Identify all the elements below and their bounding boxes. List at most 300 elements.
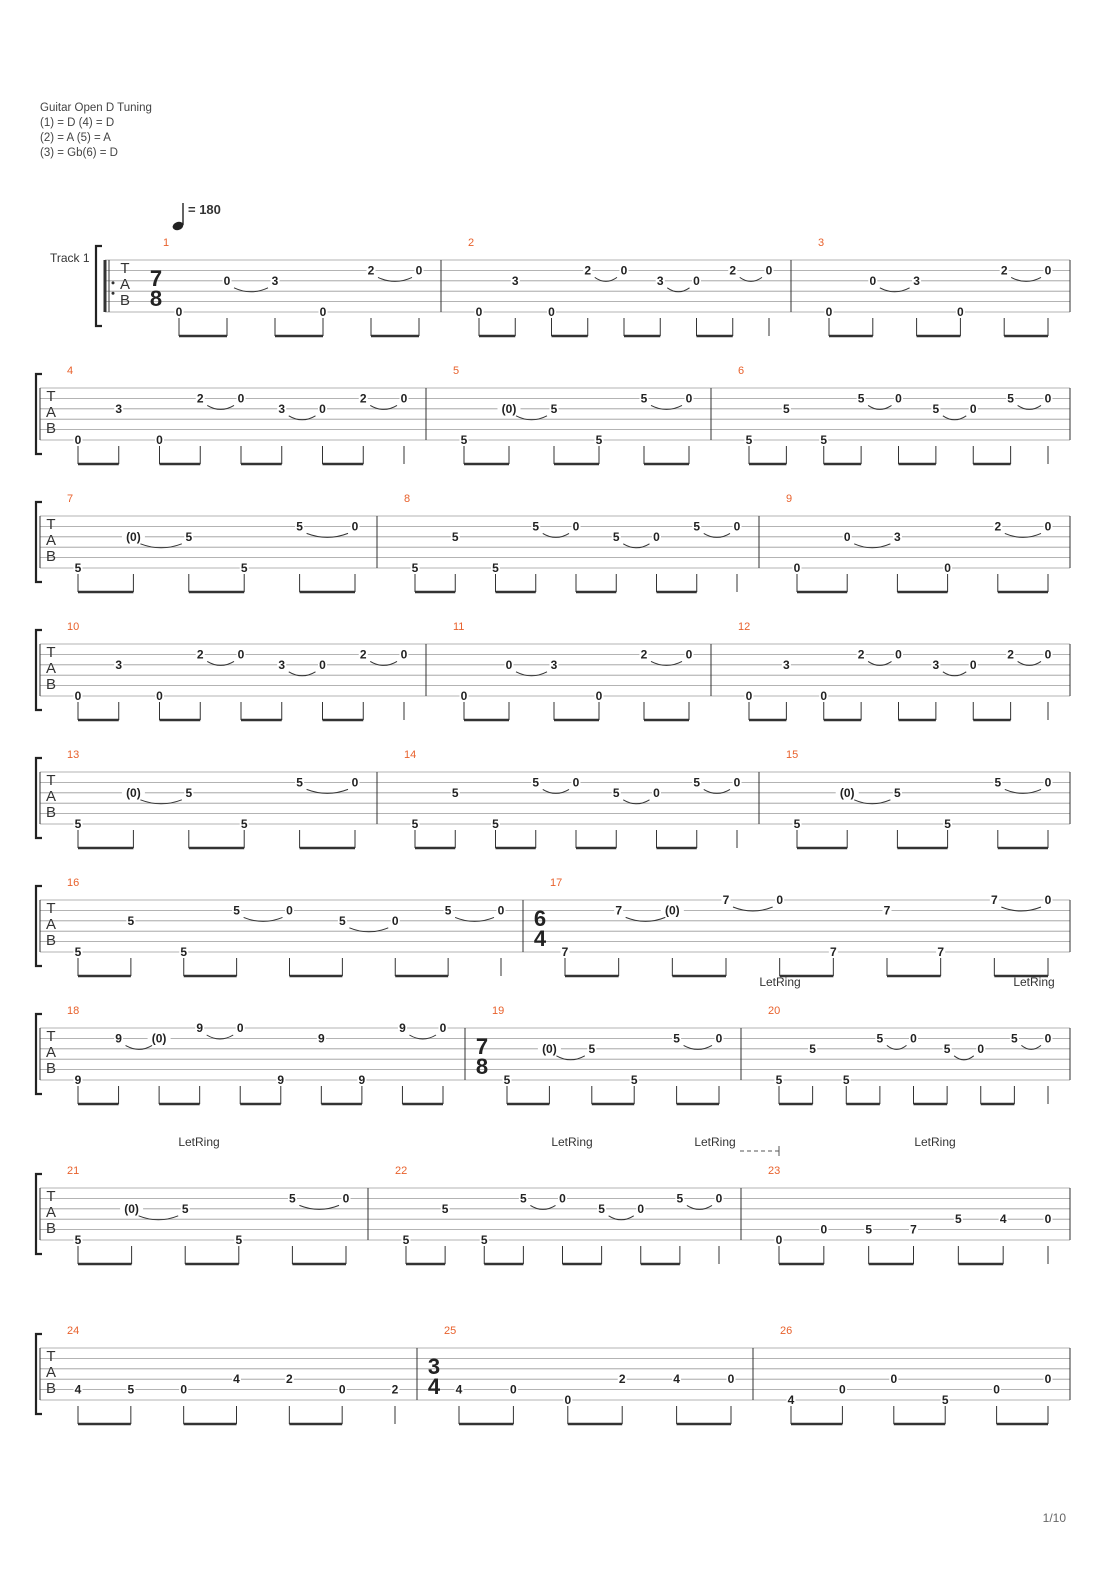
fret-number: 5	[775, 1073, 783, 1087]
fret-number: 0	[319, 401, 326, 416]
fret-number: 2	[729, 263, 737, 278]
fret-number: 0	[969, 657, 977, 672]
fret-number: 0	[715, 1031, 723, 1046]
tab-clef-letter: B	[45, 420, 57, 437]
tab-system	[36, 1005, 1070, 1104]
fret-number: 0	[400, 391, 408, 406]
measure	[150, 237, 424, 336]
fret-number: 4	[673, 1372, 680, 1387]
tempo-marking	[171, 202, 220, 232]
fret-number: 0	[505, 657, 513, 672]
fret-number: 4	[455, 1382, 463, 1397]
fret-number: 5	[451, 785, 459, 800]
fret-number: 3	[550, 657, 558, 672]
tab-system	[96, 237, 1070, 336]
measure-number: 24	[67, 1325, 80, 1337]
measure-number: 18	[67, 1005, 80, 1017]
fret-number: 5	[693, 775, 701, 790]
fret-number: 0	[559, 1191, 566, 1206]
measure-number: 11	[453, 621, 465, 633]
fret-number: 5	[932, 401, 940, 416]
fret-number: 0	[460, 689, 468, 703]
fret-number: 5	[74, 817, 82, 831]
fret-number: 2	[1000, 263, 1008, 278]
fret-number: 5	[532, 519, 540, 534]
system-brace	[36, 502, 42, 582]
time-signature-bottom: 4	[533, 926, 547, 951]
fret-number: 5	[441, 1201, 449, 1216]
let-ring-label: LetRing	[551, 1135, 593, 1149]
repeat-dot	[112, 292, 115, 295]
measure	[453, 365, 694, 464]
tab-clef-letter: B	[119, 292, 131, 309]
fret-number: (0)	[664, 903, 680, 918]
let-ring-label: LetRing	[178, 1135, 220, 1149]
tab-clef-letter: A	[45, 1364, 57, 1381]
system-brace	[36, 1174, 42, 1254]
fret-number: 5	[944, 817, 951, 831]
fret-number: 2	[196, 647, 204, 662]
fret-number: 5	[127, 913, 135, 928]
tab-clef-letter: T	[46, 1188, 56, 1205]
fret-number: 5	[588, 1041, 596, 1056]
measure-number: 6	[738, 365, 745, 377]
fret-number: 0	[391, 913, 399, 928]
measure	[818, 237, 1053, 336]
fret-number: 9	[115, 1031, 122, 1046]
fret-number: 2	[857, 647, 865, 662]
tab-clef-letter: T	[46, 644, 56, 661]
fret-number: 3	[656, 273, 664, 288]
measure-number: 12	[738, 621, 751, 633]
measure	[453, 621, 694, 720]
fret-number: 2	[1007, 647, 1014, 662]
fret-number: 0	[74, 689, 82, 703]
fret-number: 5	[235, 1233, 243, 1247]
fret-number: 0	[957, 305, 964, 319]
measure	[738, 365, 1053, 464]
measure	[738, 621, 1053, 720]
fret-number: 0	[319, 657, 326, 672]
fret-number: 3	[913, 273, 920, 288]
fret-number: 0	[1044, 1372, 1052, 1387]
fret-number: 0	[775, 1233, 783, 1247]
fret-number: 0	[733, 519, 741, 534]
fret-number: 7	[561, 945, 569, 959]
fret-number: 0	[895, 647, 902, 662]
fret-number: 5	[941, 1393, 949, 1407]
fret-number: 7	[829, 945, 837, 959]
fret-number: 0	[237, 391, 245, 406]
fret-number: 5	[492, 817, 499, 831]
fret-number: 5	[460, 433, 468, 447]
fret-number: 7	[910, 1222, 917, 1237]
fret-number: 2	[359, 647, 367, 662]
fret-number: 5	[673, 1031, 680, 1046]
measure	[786, 749, 1053, 848]
page-number: 1/10	[1042, 1511, 1066, 1525]
fret-number: 5	[1007, 391, 1014, 406]
fret-number: 5	[894, 785, 901, 800]
tuning-title: Guitar Open D Tuning	[40, 102, 152, 114]
fret-number: 5	[74, 1233, 82, 1247]
system-brace	[36, 374, 42, 454]
fret-number: 0	[820, 1222, 828, 1237]
fret-number: 7	[883, 903, 891, 918]
tab-clef-letter: B	[45, 1060, 57, 1077]
tuning-line: (3) = Gb(6) = D	[40, 147, 118, 159]
tab-clef-letter: T	[46, 516, 56, 533]
fret-number: 0	[400, 647, 408, 662]
fret-number: 5	[598, 1201, 605, 1216]
fret-number: 7	[722, 893, 730, 907]
tab-clef-letter: B	[45, 932, 57, 949]
fret-number: 2	[196, 391, 204, 406]
fret-number: 0	[439, 1021, 447, 1035]
fret-number: 0	[74, 433, 82, 447]
measure	[67, 1005, 448, 1104]
measure	[768, 1165, 1053, 1264]
systems	[36, 237, 1070, 1424]
fret-number: 5	[612, 529, 620, 544]
time-signature-top: 3	[427, 1354, 441, 1379]
tab-clef-letter: B	[45, 1220, 57, 1237]
tab-clef-letter: T	[46, 388, 56, 405]
system-brace	[36, 758, 42, 838]
fret-number: 2	[359, 391, 367, 406]
fret-number: 5	[809, 1041, 816, 1056]
measure-number: 15	[786, 749, 799, 761]
fret-number: 9	[74, 1073, 82, 1087]
fret-number: 5	[444, 903, 452, 918]
tab-clef-letter: B	[45, 1380, 57, 1397]
fret-number: 0	[415, 263, 423, 278]
tab-clef-letter: A	[45, 916, 57, 933]
fret-number: 5	[185, 529, 193, 544]
fret-number: 0	[475, 305, 483, 319]
fret-number: 5	[339, 913, 346, 928]
fret-number: 5	[180, 945, 188, 959]
time-signature-top: 7	[149, 266, 163, 291]
fret-number: 5	[402, 1233, 410, 1247]
fret-number: 5	[503, 1073, 511, 1087]
fret-number: (0)	[126, 785, 141, 800]
fret-number: 0	[776, 893, 784, 907]
fret-number: 0	[765, 263, 773, 278]
fret-number: 0	[351, 775, 359, 790]
time-signature-bottom: 8	[149, 286, 163, 311]
time-signature-top: 7	[475, 1034, 489, 1059]
measure	[534, 877, 1053, 976]
fret-number: 0	[895, 391, 902, 406]
fret-number: 9	[399, 1021, 406, 1035]
measure-number: 17	[550, 877, 563, 889]
fret-number: (0)	[839, 785, 855, 800]
measure	[395, 1165, 724, 1264]
fret-number: 0	[180, 1382, 188, 1397]
fret-number: 5	[793, 817, 801, 831]
fret-number: 2	[584, 263, 592, 278]
fret-number: 0	[1044, 893, 1052, 907]
fret-number: 9	[277, 1073, 285, 1087]
fret-number: 5	[595, 433, 603, 447]
tuning-line: (1) = D (4) = D	[40, 117, 115, 129]
fret-number: 5	[296, 519, 303, 534]
tab-clef-letter: A	[45, 660, 57, 677]
fret-number: 5	[233, 903, 240, 918]
tab-clef-letter: A	[45, 1204, 57, 1221]
fret-number: 5	[296, 775, 303, 790]
system-brace	[36, 886, 42, 966]
measure-number: 22	[395, 1165, 408, 1177]
fret-number: 5	[492, 561, 499, 575]
fret-number: 0	[969, 401, 977, 416]
fret-number: 3	[115, 657, 123, 672]
fret-number: 5	[127, 1382, 135, 1397]
tab-system	[36, 1325, 1070, 1424]
fret-number: 5	[451, 529, 459, 544]
fret-number: 5	[857, 391, 865, 406]
measure	[768, 1005, 1053, 1104]
tab-clef-letter: T	[46, 772, 56, 789]
fret-number: 0	[1044, 391, 1052, 406]
tab-clef-letter: A	[119, 276, 131, 293]
tab-clef-letter: A	[45, 788, 57, 805]
fret-number: 5	[820, 433, 828, 447]
fret-number: 0	[944, 561, 951, 575]
fret-number: 0	[223, 273, 231, 288]
fret-number: 5	[550, 401, 558, 416]
fret-number: 5	[411, 817, 419, 831]
fret-number: 0	[653, 785, 660, 800]
fret-number: 0	[1044, 263, 1052, 278]
fret-number: 0	[685, 391, 693, 406]
fret-number: 2	[285, 1372, 293, 1387]
fret-number: 3	[894, 529, 901, 544]
fret-number: 0	[236, 1021, 244, 1035]
fret-number: 0	[1044, 775, 1052, 790]
track-name: Track 1	[50, 251, 90, 265]
fret-number: 0	[351, 519, 359, 534]
time-signature-top: 6	[533, 906, 547, 931]
fret-number: 0	[843, 529, 851, 544]
fret-number: 5	[181, 1201, 189, 1216]
tab-system	[36, 749, 1070, 848]
let-ring-label: LetRing	[759, 975, 801, 989]
measure-number: 2	[468, 237, 475, 249]
fret-number: 7	[615, 903, 623, 918]
time-signature-bottom: 8	[475, 1054, 489, 1079]
tab-clef-letter: T	[120, 260, 130, 277]
let-ring-label: LetRing	[694, 1135, 736, 1149]
system-brace	[36, 1334, 42, 1414]
tab-system	[36, 493, 1070, 592]
fret-number: 3	[115, 401, 123, 416]
fret-number: 9	[317, 1031, 325, 1046]
tab-clef-letter: A	[45, 532, 57, 549]
fret-number: 5	[411, 561, 419, 575]
fret-number: 0	[1044, 1031, 1052, 1046]
measure-number: 16	[67, 877, 80, 889]
tab-system	[36, 621, 1070, 720]
fret-number: 5	[640, 391, 648, 406]
measure	[67, 1325, 400, 1424]
fret-number: 0	[637, 1201, 645, 1216]
fret-number: 0	[510, 1382, 517, 1397]
fret-number: 3	[278, 657, 286, 672]
fret-number: 0	[572, 775, 580, 790]
fret-number: 3	[271, 273, 279, 288]
fret-number: 5	[480, 1233, 488, 1247]
fret-number: 5	[745, 433, 753, 447]
tab-clef-letter: T	[46, 1028, 56, 1045]
measure	[404, 493, 742, 592]
fret-number: 5	[994, 775, 1002, 790]
fret-number: 7	[937, 945, 945, 959]
fret-number: 0	[910, 1031, 917, 1046]
measure-number: 4	[67, 365, 74, 377]
fret-number: 5	[74, 945, 82, 959]
fret-number: 3	[783, 657, 790, 672]
fret-number: 5	[289, 1191, 296, 1206]
fret-number: 0	[693, 273, 700, 288]
measure	[476, 1005, 724, 1104]
measure-number: 14	[404, 749, 417, 761]
fret-number: 0	[548, 305, 555, 319]
fret-number: (0)	[151, 1031, 167, 1046]
fret-number: 5	[532, 775, 540, 790]
fret-number: 5	[865, 1222, 873, 1237]
time-signature-bottom: 4	[427, 1374, 441, 1399]
tuning-line: (2) = A (5) = A	[40, 132, 111, 144]
fret-number: (0)	[124, 1201, 139, 1216]
fret-number: 5	[1011, 1031, 1018, 1046]
fret-number: 5	[630, 1073, 638, 1087]
fret-number: 5	[612, 785, 620, 800]
fret-number: 0	[497, 903, 505, 918]
fret-number: 5	[842, 1073, 850, 1087]
fret-number: 2	[618, 1372, 626, 1387]
fret-number: 5	[783, 401, 790, 416]
measure-number: 5	[453, 365, 460, 377]
fret-number: 4	[74, 1382, 82, 1397]
fret-number: 0	[1044, 1212, 1052, 1227]
measure	[67, 365, 409, 464]
fret-number: 0	[1044, 647, 1052, 662]
measure	[67, 493, 360, 592]
tab-clef-letter: A	[45, 1044, 57, 1061]
measure	[67, 877, 506, 976]
fret-number: 5	[954, 1212, 962, 1227]
tab-clef-letter: T	[46, 900, 56, 917]
measure-number: 20	[768, 1005, 781, 1017]
fret-number: 0	[572, 519, 580, 534]
measure-number: 21	[67, 1165, 80, 1177]
fret-number: 0	[237, 647, 245, 662]
fret-number: 0	[564, 1393, 572, 1407]
measure-number: 26	[780, 1325, 793, 1337]
fret-number: 0	[653, 529, 660, 544]
repeat-dot	[112, 281, 115, 284]
fret-number: 0	[839, 1382, 846, 1397]
measure	[67, 621, 409, 720]
measure-number: 10	[67, 621, 80, 633]
tempo-value: = 180	[188, 202, 221, 217]
measure	[67, 749, 360, 848]
system-brace	[36, 630, 42, 710]
fret-number: 3	[278, 401, 286, 416]
system-brace	[36, 1014, 42, 1094]
fret-number: 0	[977, 1041, 985, 1056]
fret-number: 2	[640, 647, 648, 662]
tab-system	[36, 877, 1070, 976]
let-ring-label: LetRing	[914, 1135, 956, 1149]
fret-number: 2	[367, 263, 375, 278]
system-brace	[96, 246, 102, 326]
fret-number: 0	[319, 305, 327, 319]
tab-clef-letter: B	[45, 676, 57, 693]
fret-number: 4	[233, 1372, 240, 1387]
fret-number: 0	[156, 433, 163, 447]
fret-number: 0	[715, 1191, 723, 1206]
tab-clef-letter: B	[45, 804, 57, 821]
fret-number: (0)	[542, 1041, 557, 1056]
measure	[404, 749, 742, 848]
fret-number: 5	[240, 817, 248, 831]
measure-number: 23	[768, 1165, 781, 1177]
measure-number: 13	[67, 749, 80, 761]
fret-number: 0	[733, 775, 741, 790]
measure	[468, 237, 774, 336]
measure	[780, 1325, 1053, 1424]
fret-number: 0	[685, 647, 693, 662]
measure-number: 19	[492, 1005, 505, 1017]
fret-number: 5	[676, 1191, 684, 1206]
tab-system	[36, 1165, 1070, 1264]
fret-number: 0	[595, 689, 603, 703]
fret-number: 2	[994, 519, 1002, 534]
measure-number: 25	[444, 1325, 457, 1337]
let-ring-label: LetRing	[1013, 975, 1055, 989]
measure-number: 3	[818, 237, 825, 249]
measure-number: 8	[404, 493, 411, 505]
fret-number: 0	[820, 689, 828, 703]
fret-number: 5	[185, 785, 193, 800]
measure	[67, 1165, 351, 1264]
fret-number: 9	[196, 1021, 204, 1035]
tab-clef-letter: A	[45, 404, 57, 421]
fret-number: 2	[391, 1382, 399, 1397]
fret-number: 4	[999, 1212, 1007, 1227]
tab-system	[36, 365, 1070, 464]
fret-number: 0	[338, 1382, 346, 1397]
measure-number: 7	[67, 493, 74, 505]
fret-number: 5	[240, 561, 248, 575]
fret-number: 0	[620, 263, 628, 278]
fret-number: 5	[74, 561, 82, 575]
fret-number: 0	[825, 305, 833, 319]
fret-number: 0	[286, 903, 293, 918]
fret-number: 5	[693, 519, 701, 534]
fret-number: 0	[993, 1382, 1000, 1397]
fret-number: (0)	[501, 401, 517, 416]
fret-number: 0	[342, 1191, 350, 1206]
fret-number: 0	[793, 561, 801, 575]
measure	[428, 1325, 736, 1424]
fret-number: 0	[175, 305, 183, 319]
fret-number: 5	[520, 1191, 527, 1206]
fret-number: 0	[745, 689, 753, 703]
